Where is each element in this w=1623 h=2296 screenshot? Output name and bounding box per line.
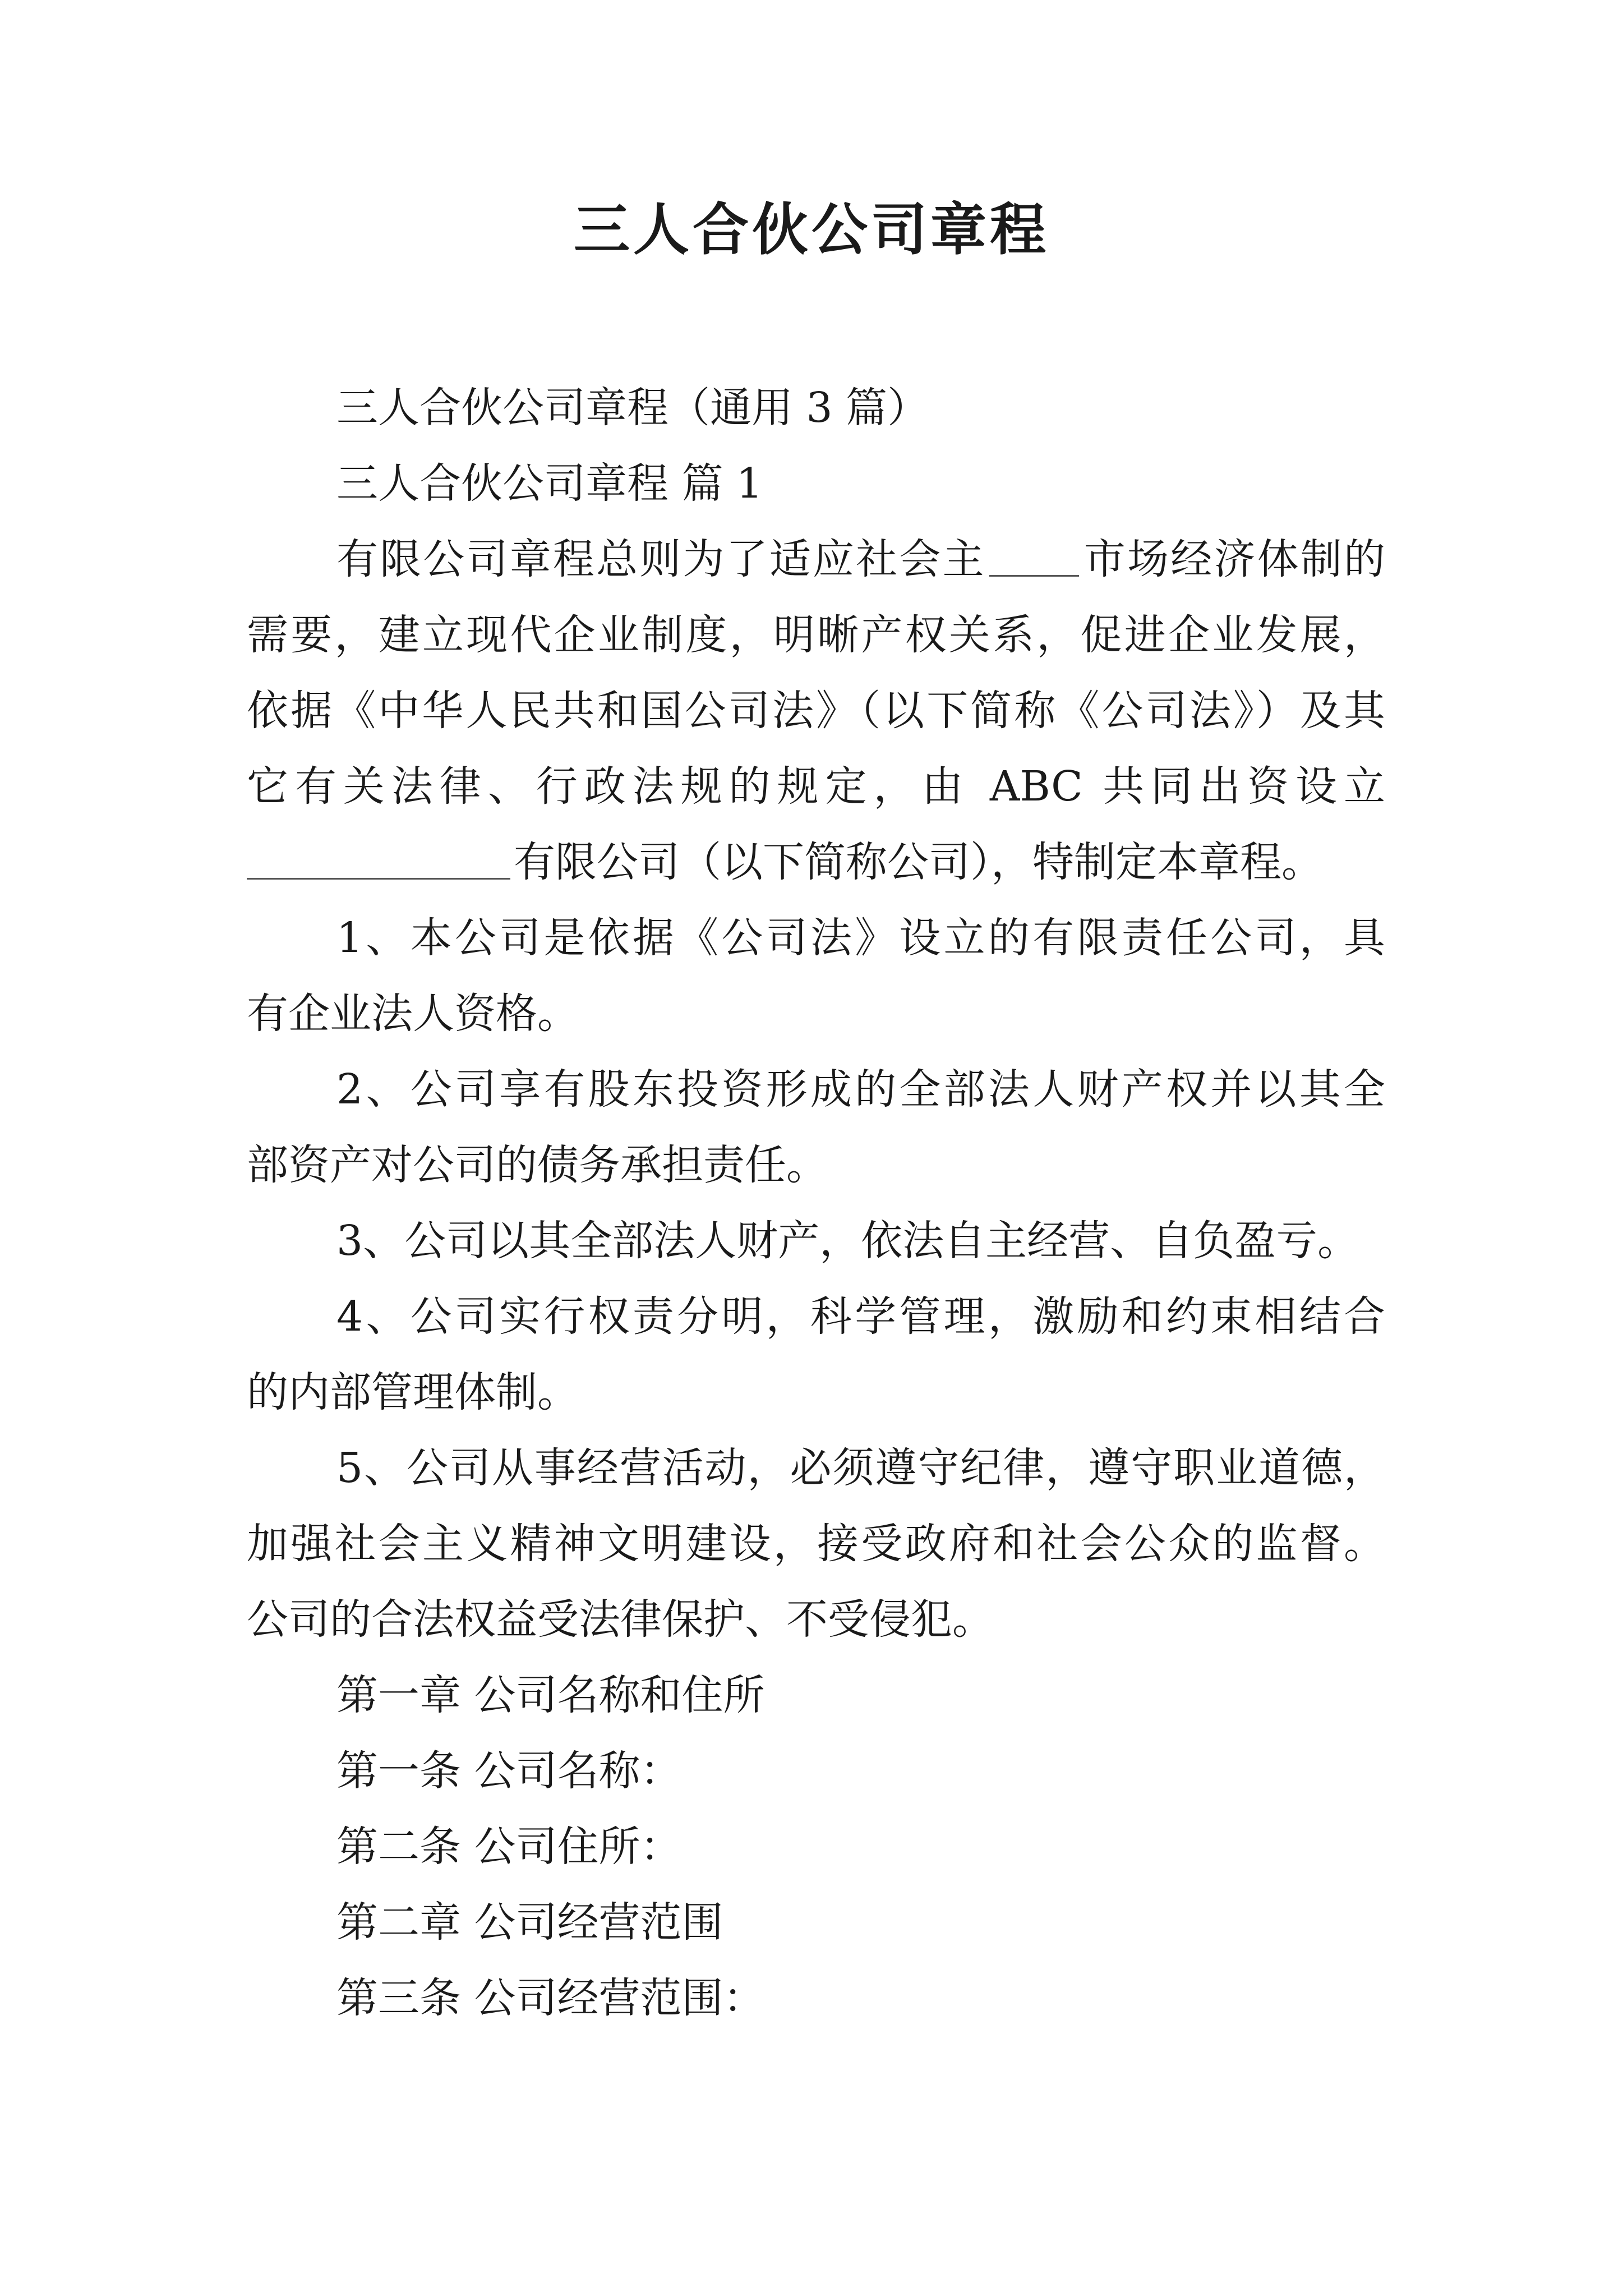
preamble-line-1 (247, 522, 1385, 597)
article-2-line-2: 部资产对公司的债务承担责任。 (247, 1141, 828, 1189)
section-heading: 三人合伙公司章程 篇 1 (336, 459, 763, 508)
fill-in-blank (989, 541, 1079, 577)
preamble-text: 有限公司（以下简称公司），特制定本章程。 (514, 838, 1323, 886)
article-business-scope: 第三条 公司经营范围： (336, 1974, 765, 2022)
article-5-line-3: 公司的合法权益受法律保护、不受侵犯。 (247, 1595, 994, 1644)
document-body (247, 370, 1385, 2036)
preamble-text: 有限公司章程总则为了适应社会主 (336, 535, 986, 583)
article-5-line-1: 5、公司从事经营活动，必须遵守纪律，遵守职业道德， (336, 1444, 1385, 1492)
fill-in-blank (247, 844, 510, 880)
preamble-text: 市场经济体制的 (1082, 535, 1385, 583)
preamble-line-5 (247, 825, 1385, 900)
article-5-line-2: 加强社会主义精神文明建设，接受政府和社会公众的监督。 (247, 1520, 1385, 1568)
article-1-line-2: 有企业法人资格。 (247, 990, 579, 1038)
chapter-2-title: 第二章 公司经营范围 (336, 1898, 723, 1947)
article-1-line-1: 1、本公司是依据《公司法》设立的有限责任公司，具 (336, 914, 1385, 962)
preamble-line-3: 依据《中华人民共和国公司法》（以下简称《公司法》）及其 (247, 687, 1385, 735)
article-company-address: 第二条 公司住所： (336, 1823, 682, 1871)
article-4-line-1: 4、公司实行权责分明，科学管理，激励和约束相结合 (336, 1292, 1385, 1341)
article-2-line-1: 2、公司享有股东投资形成的全部法人财产权并以其全 (336, 1065, 1385, 1114)
article-3-line-1: 3、公司以其全部法人财产，依法自主经营、自负盈亏。 (336, 1217, 1359, 1265)
article-company-name: 第一条 公司名称： (336, 1747, 682, 1795)
chapter-1-title: 第一章 公司名称和住所 (336, 1671, 765, 1719)
preamble-line-4: 它有关法律、行政法规的规定，由 ABC 共同出资设立 (247, 762, 1385, 811)
document-title: 三人合伙公司章程 (574, 197, 1049, 263)
article-4-line-2: 的内部管理体制。 (247, 1368, 579, 1416)
document-subtitle: 三人合伙公司章程（通用 3 篇） (336, 384, 929, 432)
preamble-line-2: 需要，建立现代企业制度，明晰产权关系，促进企业发展， (247, 611, 1385, 659)
